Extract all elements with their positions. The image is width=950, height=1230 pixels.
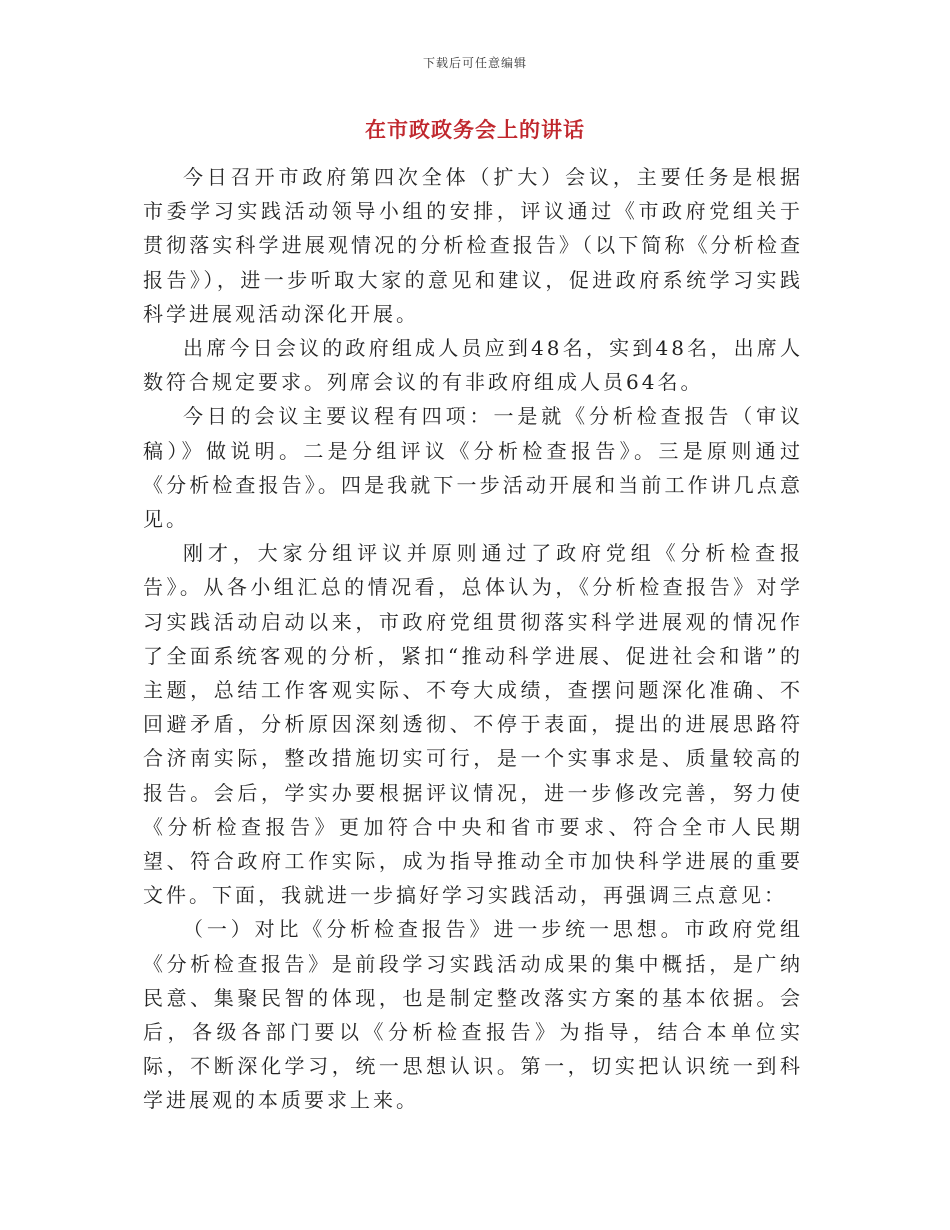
document-title: 在市政政务会上的讲话 bbox=[365, 117, 585, 142]
paragraph: 出席今日会议的政府组成人员应到48名，实到48名，出席人数符合规定要求。列席会议的有非政府组成人员64名。 bbox=[143, 336, 803, 395]
document-body bbox=[143, 160, 803, 1118]
paragraph: 今日的会议主要议程有四项：一是就《分析检查报告（审议稿）》做说明。二是分组评议《分析检查报告》。三是原则通过《分析检查报告》。四是我就下一步活动开展和当前工作讲几点意见。 bbox=[143, 404, 803, 532]
paragraph: 今日召开市政府第四次全体（扩大）会议，主要任务是根据市委学习实践活动领导小组的安排，评议通过《市政府党组关于贯彻落实科学进展观情况的分析检查报告》（以下简称《分析检查报告》），进一步听取大家的意见和建议，促进政府系统学习实践科学进展观活动深化开展。 bbox=[143, 165, 803, 326]
paragraph: （一）对比《分析检查报告》进一步统一思想。市政府党组《分析检查报告》是前段学习实践活动成果的集中概括，是广纳民意、集聚民智的体现，也是制定整改落实方案的基本依据。会后，各级各部门要以《分析检查报告》为指导，结合本单位实际，不断深化学习，统一思想认识。第一，切实把认识统一到科学进展观的本质要求上来。 bbox=[143, 917, 803, 1113]
paragraph: 刚才，大家分组评议并原则通过了政府党组《分析检查报告》。从各小组汇总的情况看，总体认为，《分析检查报告》对学习实践活动启动以来，市政府党组贯彻落实科学进展观的情况作了全面系统客观的分析，紧扣“推动科学进展、促进社会和谐”的主题，总结工作客观实际、不夸大成绩，查摆问题深化准确、不回避矛盾，分析原因深刻透彻、不停于表面，提出的进展思路符合济南实际，整改措施切实可行，是一个实事求是、质量较高的报告。会后，学实办要根据评议情况，进一步修改完善，努力使《分析检查报告》更加符合中央和省市要求、符合全市人民期望、符合政府工作实际，成为指导推动全市加快科学进展的重要文件。下面，我就进一步搞好学习实践活动，再强调三点意见： bbox=[143, 541, 803, 908]
header-note: 下载后可任意编辑 bbox=[422, 56, 527, 70]
